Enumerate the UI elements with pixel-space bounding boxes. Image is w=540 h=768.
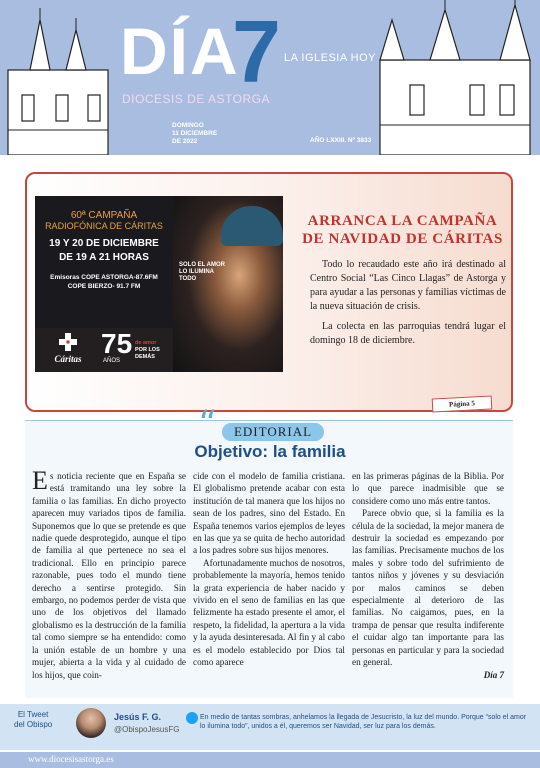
anniversary-logo: 75 AÑOS de amor POR LOS DEMÁS [101, 328, 160, 364]
page-reference: Página 5 [432, 395, 493, 412]
promo-dates: 19 Y 20 DE DICIEMBRE DE 19 A 21 HORAS [49, 238, 159, 263]
editorial-label: EDITORIAL [222, 423, 324, 441]
twitter-icon [186, 712, 198, 724]
cathedral-left-illustration [0, 0, 120, 155]
drop-cap: E [32, 466, 48, 495]
promo-logos [35, 328, 173, 372]
promo-text: 60ª CAMPAÑA RADIOFÓNICA DE CÁRITAS 19 Y 20 DE DICIEMBRE DE 19 A 21 HORAS Emisoras COPE ASTORGA-87.6FM COPE BIERZO- 91.7 FM [35, 196, 173, 372]
tweet-label: El Tweet del Obispo [14, 710, 53, 729]
issue-date: DOMINGO 11 DICIEMBRE DE 2022 [172, 122, 218, 145]
tweet-handle[interactable]: @ObispoJesusFG [114, 725, 180, 734]
tweet-text: En medio de tantas sombras, anhelamos la llegada de Jesucristo, la luz del mundo. Porque “solo el amor lo ilumina todo”, unidos a él, queremos ser Navidad, ser luz para los demás. [200, 714, 527, 730]
editorial-title: Objetivo: la familia [194, 442, 346, 461]
editorial-column-3: en las primeras páginas de la Biblia. Por lo que parece inadmisible que se considere como uno más entre tantos. Parece obvio que, si la familia es la célula de la sociedad, la mejor manera de destruir la sociedad es empezando por las familias. Precisamente muchos de los males y sobre todo del sufrimiento de tantos niños y jóvenes y su desviación por malos caminos se deben especialmente al deterioro de las familias. No caigamos, pues, en la trampa de pensar que resulta indiferente el cuidar algo tan importante para las personas en particular y para la sociedad en general. Día 7 [352, 471, 504, 680]
issue-number: AÑO LXXIII. Nº 3833 [310, 137, 372, 144]
caritas-promo-image [35, 196, 283, 372]
diocese-name: DIOCESIS DE ASTORGA [122, 92, 270, 106]
knit-hat [221, 206, 283, 246]
woman-photo [173, 196, 283, 372]
editorial-column-2: cide con el modelo de familia cristiana. El globalismo pretende acabar con esta institución de tal manera que los hijos no sean de los padres, sino del Estado. En España tenemos varios ejemplos de leyes en las que ya se quita de hecho autoridad a los padres sobre sus hijos menores. Afortunadamente muchos de nosotros, probablemente la mayoría, hemos tenido la grata experiencia de haber nacido y vivido en el seno de familias en las que felizmente ha estado presente el amor, el respeto, la fidelidad, la apertura a la vida y la ayuda desinteresada. Al fin y al cabo es el modelo establecido por Dios tal como aparece [193, 471, 345, 668]
tagline: LA IGLESIA HOY [284, 52, 376, 64]
caritas-headline: ARRANCA LA CAMPAÑA DE NAVIDAD DE CÁRITAS [302, 213, 503, 247]
caritas-logo: Cáritas [43, 332, 93, 364]
promo-stations: Emisoras COPE ASTORGA-87.6FM COPE BIERZO- 91.7 FM [50, 274, 158, 290]
solo-amor-text: SOLO EL AMOR LO ILUMINA TODO [179, 262, 226, 282]
editorial-signature: Día 7 [483, 669, 504, 680]
logo-dia: DÍA [120, 14, 240, 88]
editorial-column-1: Es noticia reciente que en España se está tramitando una ley sobre la familia o las familias. En dicho proyecto aparecen muy variados tipos de familia. Suponemos que lo que se pretende es que nadie quede desprotegido, aunque el tipo de familia al que pertenece no sea el tradicional. Ello en principio parece razonable, pues todo el mundo tiene derecho a sentirse protegido. Sin embargo, no podemos perder de vista que uno de los objetivos del llamado globalismo es la destrucción de la familia tal como siempre se ha entendido: como la unión estable de un hombre y una mujer, abierta a la vida y al cuidado de los hijos, que coin- [32, 466, 186, 680]
caritas-cross-icon [58, 332, 78, 352]
masthead [0, 0, 540, 155]
cathedral-right-illustration [370, 0, 540, 155]
logo-seven: 7 [232, 2, 281, 101]
avatar [76, 708, 106, 738]
caritas-body: Todo lo recaudado este año irá destinado al Centro Social “Las Cinco Llagas” de Astorga y para ayudar a las personas y familias víctimas de la nueva situación de crisis. La colecta en las parroquias tendrá lugar el domingo 18 de diciembre. [310, 259, 506, 346]
quote-icon: “ [198, 404, 217, 445]
footer-website-link[interactable]: www.diocesisastorga.es [28, 754, 114, 764]
tweet-author-name: Jesús F. G. [114, 712, 162, 722]
